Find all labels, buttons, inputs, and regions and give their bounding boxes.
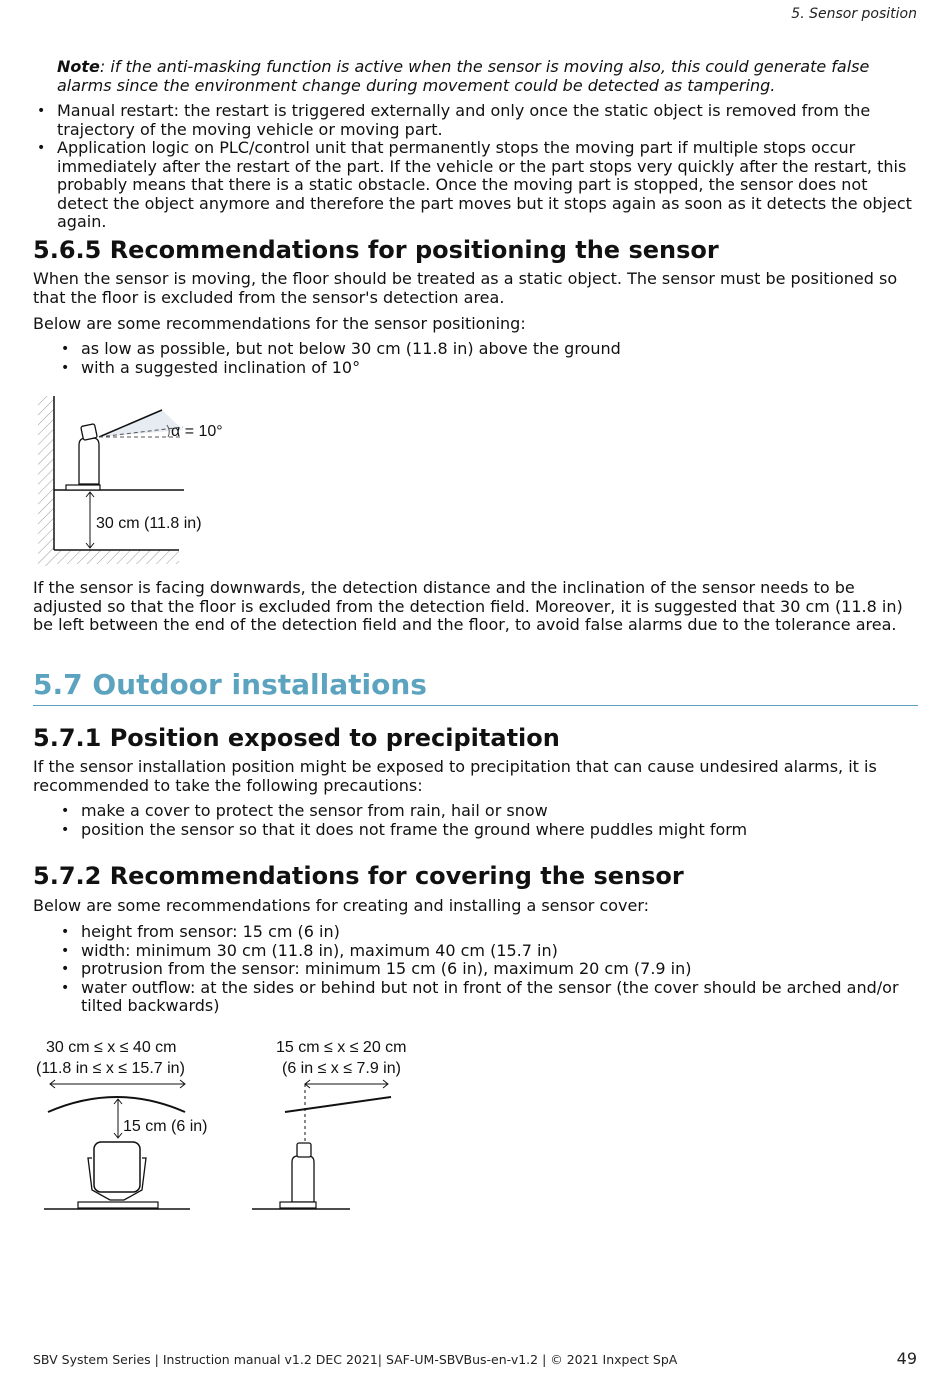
- sensor-head: [297, 1143, 311, 1157]
- list-item: • make a cover to protect the sensor from rain, hail or snow: [81, 802, 911, 821]
- list-item: • with a suggested inclination of 10°: [81, 359, 911, 378]
- top-bullet-list: [57, 102, 917, 232]
- protrusion-label-line2: (6 in ≤ x ≤ 7.9 in): [282, 1060, 401, 1077]
- cover-height-label: 15 cm (6 in): [123, 1118, 208, 1135]
- height-label: 30 cm (11.8 in): [96, 515, 202, 532]
- list-item: • Manual restart: the restart is triggered externally and only once the static object is removed from the trajectory of the moving vehicle or moving part.: [57, 102, 917, 139]
- sensor-head: [81, 424, 98, 441]
- arched-cover: [48, 1097, 185, 1112]
- wall-hatch: [38, 396, 54, 566]
- protrusion-label-line1: 15 cm ≤ x ≤ 20 cm: [276, 1039, 407, 1056]
- sensor-cover-figure: [30, 1030, 430, 1220]
- precipitation-bullet-list: [81, 802, 911, 839]
- list-item: • width: minimum 30 cm (11.8 in), maximum 40 cm (15.7 in): [81, 942, 921, 961]
- section-heading-5-7-2: 5.7.2 Recommendations for covering the sensor: [33, 862, 684, 890]
- note-label: Note: [57, 57, 100, 76]
- sensor-bracket: [66, 485, 100, 490]
- sensor-icon: [79, 438, 99, 484]
- page-number: 49: [896, 1349, 917, 1368]
- paragraph: If the sensor installation position might be exposed to precipitation that can cause undesired alarms, it is recommended to take the following precautions:: [33, 757, 877, 795]
- floor-hatch: [54, 550, 179, 564]
- running-header: 5. Sensor position: [791, 6, 917, 22]
- cover-width-label-line1: 30 cm ≤ x ≤ 40 cm: [46, 1039, 177, 1056]
- sensor-front-icon: [94, 1142, 140, 1192]
- mounting-plate: [78, 1202, 158, 1208]
- paragraph: When the sensor is moving, the floor should be treated as a static object. The sensor must be positioned so that the floor is excluded from the sensor's detection area.: [33, 269, 898, 307]
- note-paragraph: [57, 58, 917, 95]
- list-item: • water outflow: at the sides or behind but not in front of the sensor (the cover should be arched and/or tilted backwards): [81, 979, 921, 1016]
- list-item: • Application logic on PLC/control unit that permanently stops the moving part if multiple stops occur immediately after the restart of the part. If the vehicle or the part stops very quickly after the restart, this probably means that there is a static obstacle. Once the moving part is stopped, the sensor does not detect the object anymore and therefore the part moves but it stops again as soon as it detects the object again.: [57, 139, 917, 232]
- list-item: • protrusion from the sensor: minimum 15 cm (6 in), maximum 20 cm (7.9 in): [81, 960, 921, 979]
- section-heading-5-6-5: 5.6.5 Recommendations for positioning the sensor: [33, 236, 719, 264]
- paragraph: Below are some recommendations for creating and installing a sensor cover:: [33, 896, 650, 915]
- paragraph: If the sensor is facing downwards, the detection distance and the inclination of the sensor needs to be adjusted so that the floor is excluded from the detection field. Moreover, it is suggested that 30 cm (11.8 in) be left between the end of the detection field and the floor, to avoid false alarms due to the tolerance area.: [33, 578, 903, 634]
- list-item: • height from sensor: 15 cm (6 in): [81, 923, 921, 942]
- list-item: • as low as possible, but not below 30 cm (11.8 in) above the ground: [81, 340, 911, 359]
- sensor-positioning-figure: [33, 390, 233, 574]
- page-footer: SBV System Series | Instruction manual v1.2 DEC 2021| SAF-UM-SBVBus-en-v1.2 | © 2021 Inxpect SpA: [33, 1352, 678, 1367]
- cover-width-label-line2: (11.8 in ≤ x ≤ 15.7 in): [36, 1060, 185, 1077]
- sensor-side-icon: [292, 1156, 314, 1202]
- tilted-cover: [285, 1097, 391, 1112]
- angle-label: α = 10°: [171, 423, 223, 440]
- positioning-bullet-list: [81, 340, 911, 377]
- section-divider: [33, 705, 918, 706]
- section-heading-5-7: 5.7 Outdoor installations: [33, 668, 427, 701]
- paragraph: Below are some recommendations for the sensor positioning:: [33, 314, 526, 333]
- mounting-plate: [280, 1202, 316, 1208]
- section-heading-5-7-1: 5.7.1 Position exposed to precipitation: [33, 724, 560, 752]
- list-item: • position the sensor so that it does not frame the ground where puddles might form: [81, 821, 911, 840]
- note-text: : if the anti-masking function is active when the sensor is moving also, this could generate false alarms since the environment change during movement could be detected as tampering.: [57, 57, 870, 95]
- cover-bullet-list: [81, 923, 921, 1016]
